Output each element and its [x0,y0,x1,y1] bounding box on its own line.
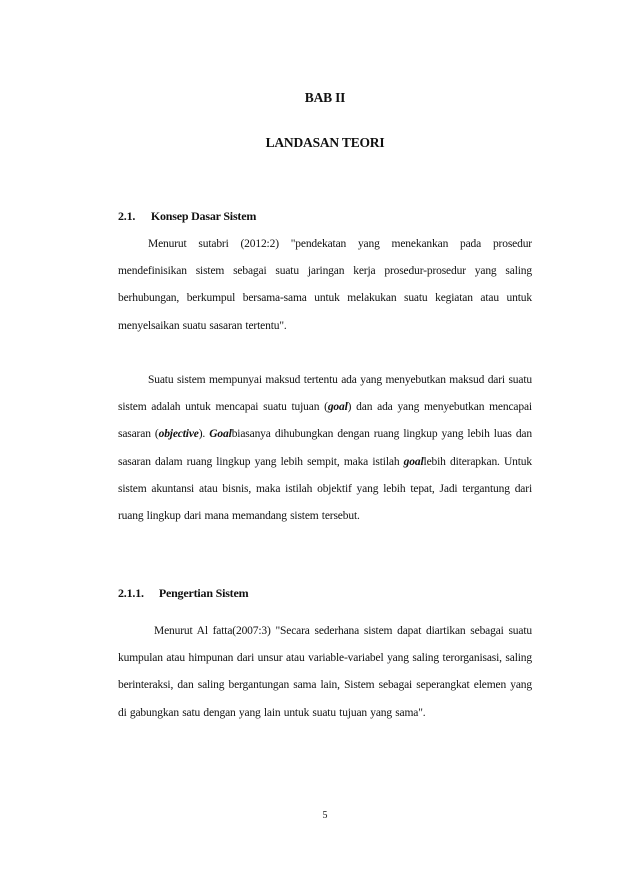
term-goal: goal [327,401,348,414]
term-goal: goal [403,455,424,468]
page-number: 5 [322,810,328,821]
paragraph-text: ) dan ada yang menyebutkan mencapai sasaran ( [118,401,532,441]
chapter-title: LANDASAN TEORI [265,135,385,150]
paragraph-text: lebih diterapkan. Untuk sistem akuntansi atau bisnis, maka istilah objektif yang lebih tepat, Jadi tergantung dari ruang lingkup dari mana memandang sistem tersebut. [118,455,533,523]
paragraph-text: biasanya dihubungkan dengan ruang lingkup yang lebih luas dan sasaran dalam ruang lingkup yang lebih sempit, maka istilah [118,428,532,468]
term-objective: objective [158,428,199,441]
section-number: 2.1. [118,209,136,223]
paragraph-maksud-sistem [118,367,532,530]
section-heading-2-1 [118,209,256,224]
section-heading-2-1-1 [118,586,248,601]
term-goal: Goal [209,428,232,441]
paragraph-text: ). [198,428,210,441]
section-title: Konsep Dasar Sistem [150,209,257,223]
paragraph-al-fatta: Menurut Al fatta(2007:3) "Secara sederhana sistem dapat diartikan sebagai suatu kumpulan atau himpunan dari unsur atau variable-variabel yang saling terorganisasi, saling berinteraksi, dan saling bergantungan sama lain, Sistem sebagai seperangkat elemen yang di gabungkan satu dengan yang lain untuk suatu tujuan yang sama". [118,625,532,719]
section-number: 2.1.1. [118,586,144,600]
chapter-number: BAB II [304,90,346,105]
paragraph-sutabri: Menurut sutabri (2012:2) "pendekatan yang menekankan pada prosedur mendefinisikan sistem sebagai suatu jaringan kerja prosedur-prosedur yang saling berhubungan, berkumpul bersama-sama untuk melakukan suatu kegiatan atau untuk menyelsaikan suatu sasaran tertentu". [118,238,532,332]
section-title: Pengertian Sistem [158,586,249,600]
paragraph-text: Suatu sistem mempunyai maksud tertentu ada yang menyebutkan maksud dari suatu sistem adalah untuk mencapai suatu tujuan ( [118,374,532,414]
